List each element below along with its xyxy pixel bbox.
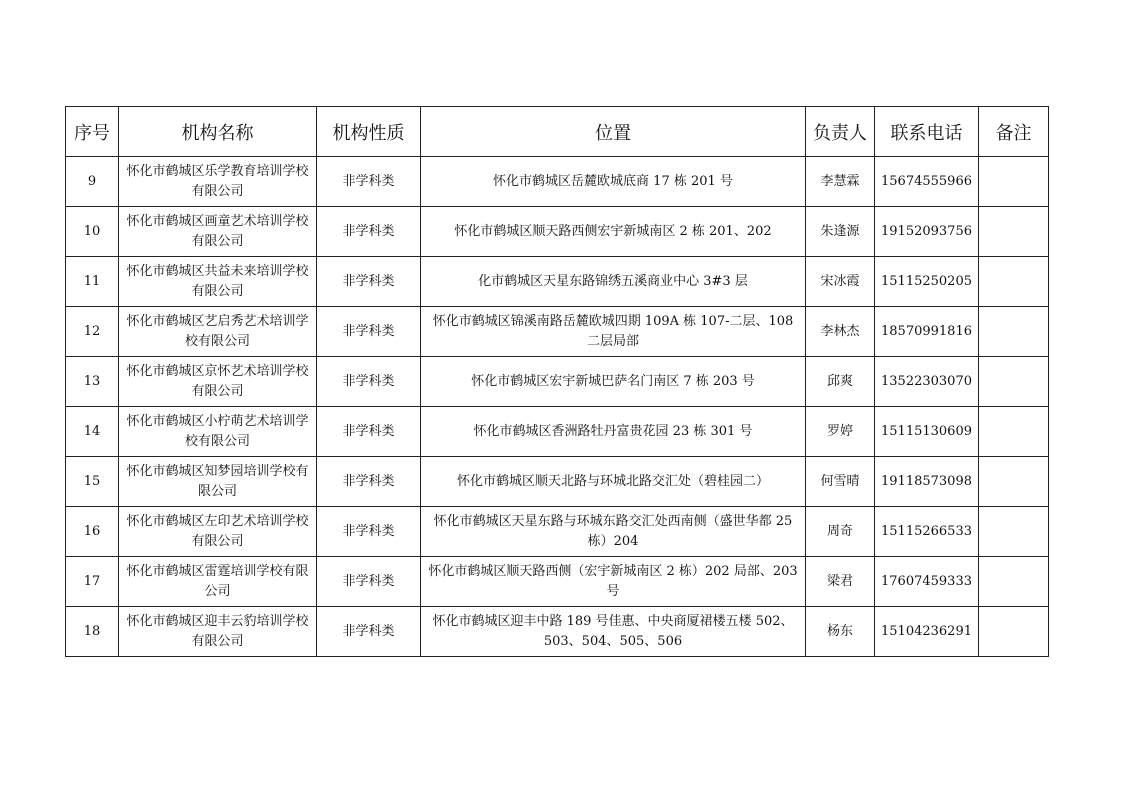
cell-institution-type: 非学科类 <box>317 507 421 557</box>
table-row <box>66 507 1049 557</box>
cell-institution-name: 怀化市鹤城区艺启秀艺术培训学校有限公司 <box>119 307 317 357</box>
cell-location: 怀化市鹤城区宏宇新城巴萨名门南区 7 栋 203 号 <box>421 357 806 407</box>
cell-institution-name: 怀化市鹤城区雷霆培训学校有限公司 <box>119 557 317 607</box>
cell-location: 怀化市鹤城区顺天路西侧宏宇新城南区 2 栋 201、202 <box>421 207 806 257</box>
table-row <box>66 307 1049 357</box>
cell-person-in-charge: 李林杰 <box>806 307 875 357</box>
cell-location: 怀化市鹤城区顺天路西侧（宏宇新城南区 2 栋）202 局部、203 号 <box>421 557 806 607</box>
cell-person-in-charge: 朱逢源 <box>806 207 875 257</box>
cell-person-in-charge: 杨东 <box>806 607 875 657</box>
cell-location: 怀化市鹤城区香洲路牡丹富贵花园 23 栋 301 号 <box>421 407 806 457</box>
header-person-in-charge: 负责人 <box>806 107 875 157</box>
cell-serial-number: 18 <box>66 607 119 657</box>
cell-remarks <box>979 507 1049 557</box>
header-contact-phone: 联系电话 <box>875 107 979 157</box>
table-row <box>66 607 1049 657</box>
cell-institution-name: 怀化市鹤城区小柠萌艺术培训学校有限公司 <box>119 407 317 457</box>
cell-person-in-charge: 梁君 <box>806 557 875 607</box>
cell-serial-number: 13 <box>66 357 119 407</box>
table-row <box>66 207 1049 257</box>
cell-location: 怀化市鹤城区岳麓欧城底商 17 栋 201 号 <box>421 157 806 207</box>
table-row <box>66 357 1049 407</box>
cell-institution-name: 怀化市鹤城区共益未来培训学校有限公司 <box>119 257 317 307</box>
cell-contact-phone: 19118573098 <box>875 457 979 507</box>
cell-contact-phone: 15115250205 <box>875 257 979 307</box>
header-institution-name: 机构名称 <box>119 107 317 157</box>
table-row <box>66 407 1049 457</box>
cell-person-in-charge: 邱爽 <box>806 357 875 407</box>
table-row <box>66 457 1049 507</box>
cell-contact-phone: 15104236291 <box>875 607 979 657</box>
cell-serial-number: 15 <box>66 457 119 507</box>
cell-institution-type: 非学科类 <box>317 607 421 657</box>
cell-institution-type: 非学科类 <box>317 457 421 507</box>
cell-institution-name: 怀化市鹤城区迎丰云豹培训学校有限公司 <box>119 607 317 657</box>
cell-institution-type: 非学科类 <box>317 307 421 357</box>
cell-serial-number: 12 <box>66 307 119 357</box>
header-location: 位置 <box>421 107 806 157</box>
cell-remarks <box>979 457 1049 507</box>
cell-serial-number: 14 <box>66 407 119 457</box>
cell-location: 怀化市鹤城区锦溪南路岳麓欧城四期 109A 栋 107-二层、108 二层局部 <box>421 307 806 357</box>
cell-contact-phone: 15115266533 <box>875 507 979 557</box>
cell-remarks <box>979 257 1049 307</box>
header-serial-number: 序号 <box>66 107 119 157</box>
cell-remarks <box>979 157 1049 207</box>
cell-remarks <box>979 607 1049 657</box>
cell-person-in-charge: 宋冰霞 <box>806 257 875 307</box>
cell-person-in-charge: 何雪晴 <box>806 457 875 507</box>
cell-serial-number: 16 <box>66 507 119 557</box>
cell-institution-type: 非学科类 <box>317 407 421 457</box>
cell-person-in-charge: 罗婷 <box>806 407 875 457</box>
cell-location: 化市鹤城区天星东路锦绣五溪商业中心 3#3 层 <box>421 257 806 307</box>
cell-remarks <box>979 307 1049 357</box>
table-header-row <box>66 107 1049 157</box>
cell-location: 怀化市鹤城区顺天北路与环城北路交汇处（碧桂园二） <box>421 457 806 507</box>
cell-person-in-charge: 李慧霖 <box>806 157 875 207</box>
cell-person-in-charge: 周奇 <box>806 507 875 557</box>
cell-contact-phone: 18570991816 <box>875 307 979 357</box>
cell-institution-type: 非学科类 <box>317 157 421 207</box>
cell-remarks <box>979 207 1049 257</box>
cell-contact-phone: 17607459333 <box>875 557 979 607</box>
cell-institution-type: 非学科类 <box>317 557 421 607</box>
header-institution-type: 机构性质 <box>317 107 421 157</box>
cell-remarks <box>979 557 1049 607</box>
cell-serial-number: 11 <box>66 257 119 307</box>
cell-remarks <box>979 357 1049 407</box>
table-row <box>66 157 1049 207</box>
cell-location: 怀化市鹤城区天星东路与环城东路交汇处西南侧（盛世华都 25 栋）204 <box>421 507 806 557</box>
header-remarks: 备注 <box>979 107 1049 157</box>
cell-location: 怀化市鹤城区迎丰中路 189 号佳惠、中央商厦裙楼五楼 502、503、504、505、506 <box>421 607 806 657</box>
cell-contact-phone: 19152093756 <box>875 207 979 257</box>
cell-institution-type: 非学科类 <box>317 357 421 407</box>
cell-serial-number: 10 <box>66 207 119 257</box>
cell-serial-number: 17 <box>66 557 119 607</box>
cell-institution-name: 怀化市鹤城区乐学教育培训学校有限公司 <box>119 157 317 207</box>
cell-contact-phone: 13522303070 <box>875 357 979 407</box>
cell-institution-name: 怀化市鹤城区画童艺术培训学校有限公司 <box>119 207 317 257</box>
cell-institution-name: 怀化市鹤城区知梦园培训学校有限公司 <box>119 457 317 507</box>
cell-remarks <box>979 407 1049 457</box>
cell-institution-name: 怀化市鹤城区左印艺术培训学校有限公司 <box>119 507 317 557</box>
table-row <box>66 257 1049 307</box>
institution-table <box>65 106 1049 657</box>
cell-contact-phone: 15674555966 <box>875 157 979 207</box>
cell-institution-type: 非学科类 <box>317 257 421 307</box>
cell-institution-type: 非学科类 <box>317 207 421 257</box>
table-row <box>66 557 1049 607</box>
cell-institution-name: 怀化市鹤城区京怀艺术培训学校有限公司 <box>119 357 317 407</box>
cell-serial-number: 9 <box>66 157 119 207</box>
cell-contact-phone: 15115130609 <box>875 407 979 457</box>
